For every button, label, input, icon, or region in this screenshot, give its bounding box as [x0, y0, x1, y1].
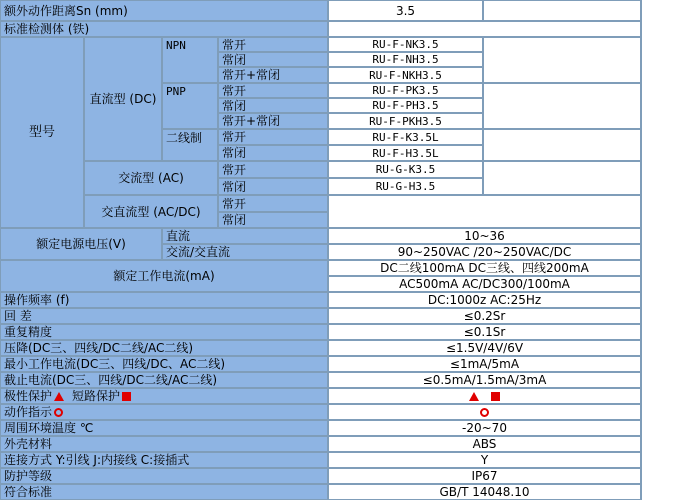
- indicator-text: 动作指示: [4, 405, 53, 419]
- current-line2: AC500mA AC/DC300/100mA: [328, 276, 641, 292]
- acdc-nc-label: 常闭: [218, 212, 328, 228]
- npn-nonc-label: 常开+常闭: [218, 67, 328, 83]
- temp-value: -20~70: [328, 420, 641, 436]
- min-current-value: ≤1mA/5mA: [328, 356, 641, 372]
- ip-label: 防护等级: [0, 468, 328, 484]
- red-triangle-icon: [54, 392, 64, 401]
- two-wire-no-label: 常开: [218, 129, 328, 145]
- pnp-extra: [483, 83, 641, 129]
- ip-value: IP67: [328, 468, 641, 484]
- ac-type-label: 交流型 (AC): [84, 161, 218, 195]
- sn-extra: [483, 0, 641, 21]
- npn-nonc-code: RU-F-NKH3.5: [328, 67, 483, 83]
- model-group-label: 型号: [0, 37, 84, 228]
- pnp-nonc-code: RU-F-PKH3.5: [328, 113, 483, 129]
- pnp-no-label: 常开: [218, 83, 328, 98]
- leak-value: ≤0.5mA/1.5mA/3mA: [328, 372, 641, 388]
- indicator-label: [0, 404, 328, 420]
- pnp-nc-code: RU-F-PH3.5: [328, 98, 483, 113]
- red-ring-icon: [480, 408, 489, 417]
- drop-label: 压降(DC三、四线/DC二线/AC二线): [0, 340, 328, 356]
- protection-label: [0, 388, 328, 404]
- red-square-icon: [491, 392, 500, 401]
- standard-label: 符合标准: [0, 484, 328, 500]
- temp-label: 周围环境温度 ℃: [0, 420, 328, 436]
- ac-no-label: 常开: [218, 161, 328, 178]
- target-value: [328, 21, 641, 37]
- hysteresis-value: ≤0.2Sr: [328, 308, 641, 324]
- protection-value: [328, 388, 641, 404]
- npn-nc-code: RU-F-NH3.5: [328, 52, 483, 67]
- red-square-icon: [122, 392, 131, 401]
- acdc-type-label: 交直流型 (AC/DC): [84, 195, 218, 228]
- npn-no-label: 常开: [218, 37, 328, 52]
- npn-nc-label: 常闭: [218, 52, 328, 67]
- npn-no-code: RU-F-NK3.5: [328, 37, 483, 52]
- red-ring-icon: [54, 408, 63, 417]
- two-wire-nc-label: 常闭: [218, 145, 328, 161]
- acdc-no-label: 常开: [218, 195, 328, 212]
- current-line1: DC二线100mA DC三线、四线200mA: [328, 260, 641, 276]
- dc-type-label: 直流型 (DC): [84, 37, 162, 161]
- pnp-nonc-label: 常开+常闭: [218, 113, 328, 129]
- hysteresis-label: 回 差: [0, 308, 328, 324]
- indicator-value: [328, 404, 641, 420]
- housing-label: 外壳材料: [0, 436, 328, 452]
- voltage-acdc-label: 交流/交直流: [162, 244, 328, 260]
- current-label: 额定工作电流(mA): [0, 260, 328, 292]
- standard-value: GB/T 14048.10: [328, 484, 641, 500]
- connection-value: Y: [328, 452, 641, 468]
- pnp-nc-label: 常闭: [218, 98, 328, 113]
- two-wire-nc-code: RU-F-H3.5L: [328, 145, 483, 161]
- ac-no-code: RU-G-K3.5: [328, 161, 483, 178]
- voltage-dc-label: 直流: [162, 228, 328, 244]
- pnp-label: PNP: [162, 83, 218, 129]
- acdc-code-empty: [328, 195, 641, 228]
- housing-value: ABS: [328, 436, 641, 452]
- freq-value: DC:1000z AC:25Hz: [328, 292, 641, 308]
- sn-value: 3.5: [328, 0, 483, 21]
- ac-nc-label: 常闭: [218, 178, 328, 195]
- drop-value: ≤1.5V/4V/6V: [328, 340, 641, 356]
- target-label: 标准检测体 (铁): [0, 21, 328, 37]
- leak-label: 截止电流(DC三、四线/DC二线/AC二线): [0, 372, 328, 388]
- short-label: 短路保护: [72, 389, 121, 403]
- voltage-label: 额定电源电压(V): [0, 228, 162, 260]
- right-border: [641, 0, 642, 500]
- voltage-dc-value: 10~36: [328, 228, 641, 244]
- red-triangle-icon: [469, 392, 479, 401]
- ac-extra: [483, 161, 641, 195]
- two-wire-label: 二线制: [162, 129, 218, 161]
- connection-label: 连接方式 Y:引线 J:内接线 C:接插式: [0, 452, 328, 468]
- sn-label: 额外动作距离Sn (mm): [0, 0, 328, 21]
- two-wire-extra: [483, 129, 641, 161]
- two-wire-no-code: RU-F-K3.5L: [328, 129, 483, 145]
- ac-nc-code: RU-G-H3.5: [328, 178, 483, 195]
- voltage-acdc-value: 90~250VAC /20~250VAC/DC: [328, 244, 641, 260]
- freq-label: 操作频率 (f): [0, 292, 328, 308]
- repeat-value: ≤0.1Sr: [328, 324, 641, 340]
- npn-extra: [483, 37, 641, 83]
- npn-label: NPN: [162, 37, 218, 83]
- repeat-label: 重复精度: [0, 324, 328, 340]
- polarity-label: 极性保护: [4, 389, 53, 403]
- pnp-no-code: RU-F-PK3.5: [328, 83, 483, 98]
- min-current-label: 最小工作电流(DC三、四线/DC、AC二线): [0, 356, 328, 372]
